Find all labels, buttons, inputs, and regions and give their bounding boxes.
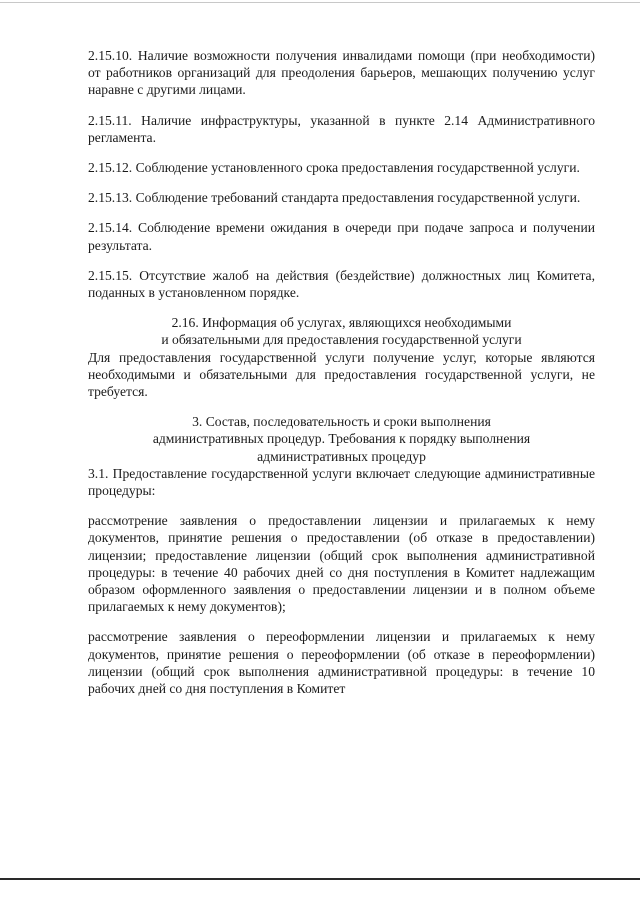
document-page (88, 47, 595, 710)
clause-2-15-14: 2.15.14. Соблюдение времени ожидания в очереди при подаче запроса и получении результата. (88, 220, 595, 253)
procedure-license-reissue: рассмотрение заявления о переоформлении лицензии и прилагаемых к нему документов, принятие решения о переоформлении (об отказе в переоформлении) лицензии (общий срок выполнения административной процедуры: в течение 10 рабочих дней со дня поступления в Комитет (88, 629, 595, 697)
clause-2-15-15: 2.15.15. Отсутствие жалоб на действия (бездействие) должностных лиц Комитета, поданных в установленном порядке. (88, 267, 595, 301)
section-3-heading (88, 413, 595, 465)
section-3 (88, 413, 595, 697)
section-2-16-heading-line2: и обязательными для предоставления государственной услуги (161, 332, 522, 348)
section-3-heading-line1: 3. Состав, последовательность и сроки выполнения (192, 414, 491, 430)
section-3-heading-line2: административных процедур. Требования к порядку выполнения (152, 431, 531, 447)
section-2-16-body: Для предоставления государственной услуги получение услуг, которые являются необходимыми и обязательными для предоставления государственной услуги, не требуется. (88, 349, 595, 400)
clause-3-1: 3.1. Предоставление государственной услуги включает следующие административные процедуры: (88, 465, 595, 499)
clause-2-15-11: 2.15.11. Наличие инфраструктуры, указанной в пункте 2.14 Административного регламента. (88, 112, 595, 145)
section-2-16-heading (88, 314, 595, 348)
section-2-16 (88, 314, 595, 400)
clauses-2-15 (88, 47, 595, 301)
clause-2-15-12: 2.15.12. Соблюдение установленного срока предоставления государственной услуги. (88, 160, 580, 176)
section-3-heading-line3: административных процедур (257, 448, 426, 464)
clause-2-15-10: 2.15.10. Наличие возможности получения инвалидами помощи (при необходимости) от работников организаций для преодоления барьеров, мешающих получению услуг наравне с другими лицами. (88, 48, 595, 98)
section-2-16-heading-line1: 2.16. Информация об услугах, являющихся необходимыми (171, 315, 512, 331)
procedure-license-grant: рассмотрение заявления о предоставлении лицензии и прилагаемых к нему документов, принятие решения о предоставлении (об отказе в предоставлении) лицензии; предоставление лицензии (общий срок выполнения административной процедуры: в течение 40 рабочих дней со дня поступления в Комитет надлежащим образом оформленного заявления о предоставлении лицензии и в полном объеме прилагаемых к нему документов); (88, 513, 595, 615)
scan-top-edge (0, 2, 640, 3)
scan-bottom-edge (0, 878, 640, 880)
clause-2-15-13: 2.15.13. Соблюдение требований стандарта предоставления государственной услуги. (88, 190, 581, 206)
